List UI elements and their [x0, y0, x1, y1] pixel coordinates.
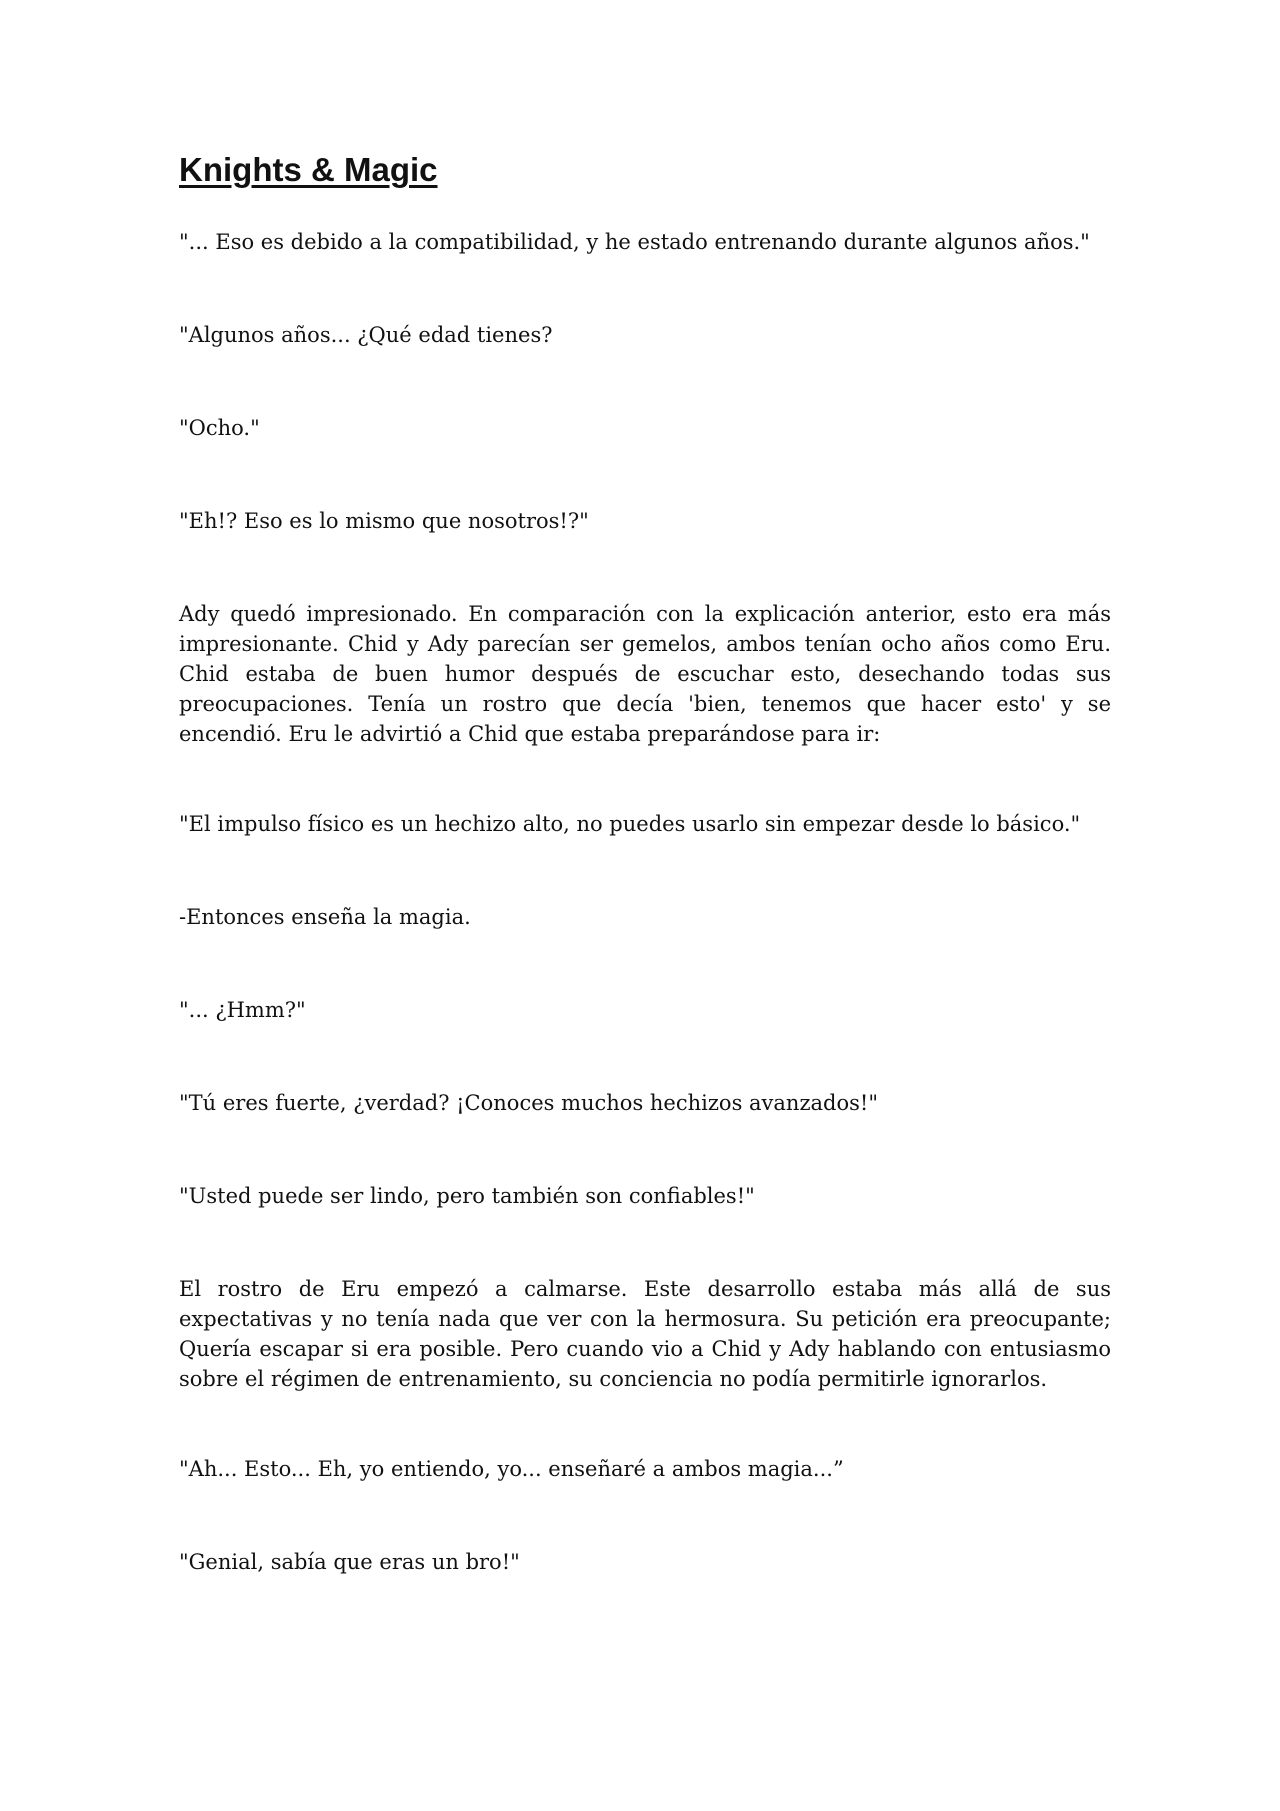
- paragraph-1: "... Eso es debido a la compatibilidad, y he estado entrenando durante algunos años.": [179, 230, 1090, 254]
- paragraph-6: "El impulso físico es un hechizo alto, no puedes usarlo sin empezar desde lo básico.": [179, 812, 1081, 836]
- paragraph-3: "Ocho.": [179, 416, 260, 440]
- paragraph-11: El rostro de Eru empezó a calmarse. Este desarrollo estaba más allá de sus expectativas y no tenía nada que ver con la hermosura. Su petición era preocupante; Quería escapar si era posible. Pero cuando vio a Chid y Ady hablando con entusiasmo sobre el régimen de entrenamiento, su conciencia no podía permitirle ignorarlos.: [179, 1277, 1111, 1391]
- paragraph-5: Ady quedó impresionado. En comparación con la explicación anterior, esto era más impresionante. Chid y Ady parecían ser gemelos, ambos tenían ocho años como Eru. Chid estaba de buen humor después de escuchar esto, desechando todas sus preocupaciones. Tenía un rostro que decía 'bien, tenemos que hacer esto' y se encendió. Eru le advirtió a Chid que estaba preparándose para ir:: [179, 602, 1111, 746]
- paragraph-10: "Usted puede ser lindo, pero también son confiables!": [179, 1184, 755, 1208]
- paragraph-9: "Tú eres fuerte, ¿verdad? ¡Conoces muchos hechizos avanzados!": [179, 1091, 878, 1115]
- paragraph-7: -Entonces enseña la magia.: [179, 905, 471, 929]
- paragraph-8: "... ¿Hmm?": [179, 998, 306, 1022]
- document-title: Knights & Magic: [179, 151, 438, 188]
- paragraph-2: "Algunos años... ¿Qué edad tienes?: [179, 323, 553, 347]
- paragraph-4: "Eh!? Eso es lo mismo que nosotros!?": [179, 509, 589, 533]
- paragraph-12: "Ah... Esto... Eh, yo entiendo, yo... enseñaré a ambos magia...”: [179, 1457, 844, 1481]
- paragraph-13: "Genial, sabía que eras un bro!": [179, 1550, 520, 1574]
